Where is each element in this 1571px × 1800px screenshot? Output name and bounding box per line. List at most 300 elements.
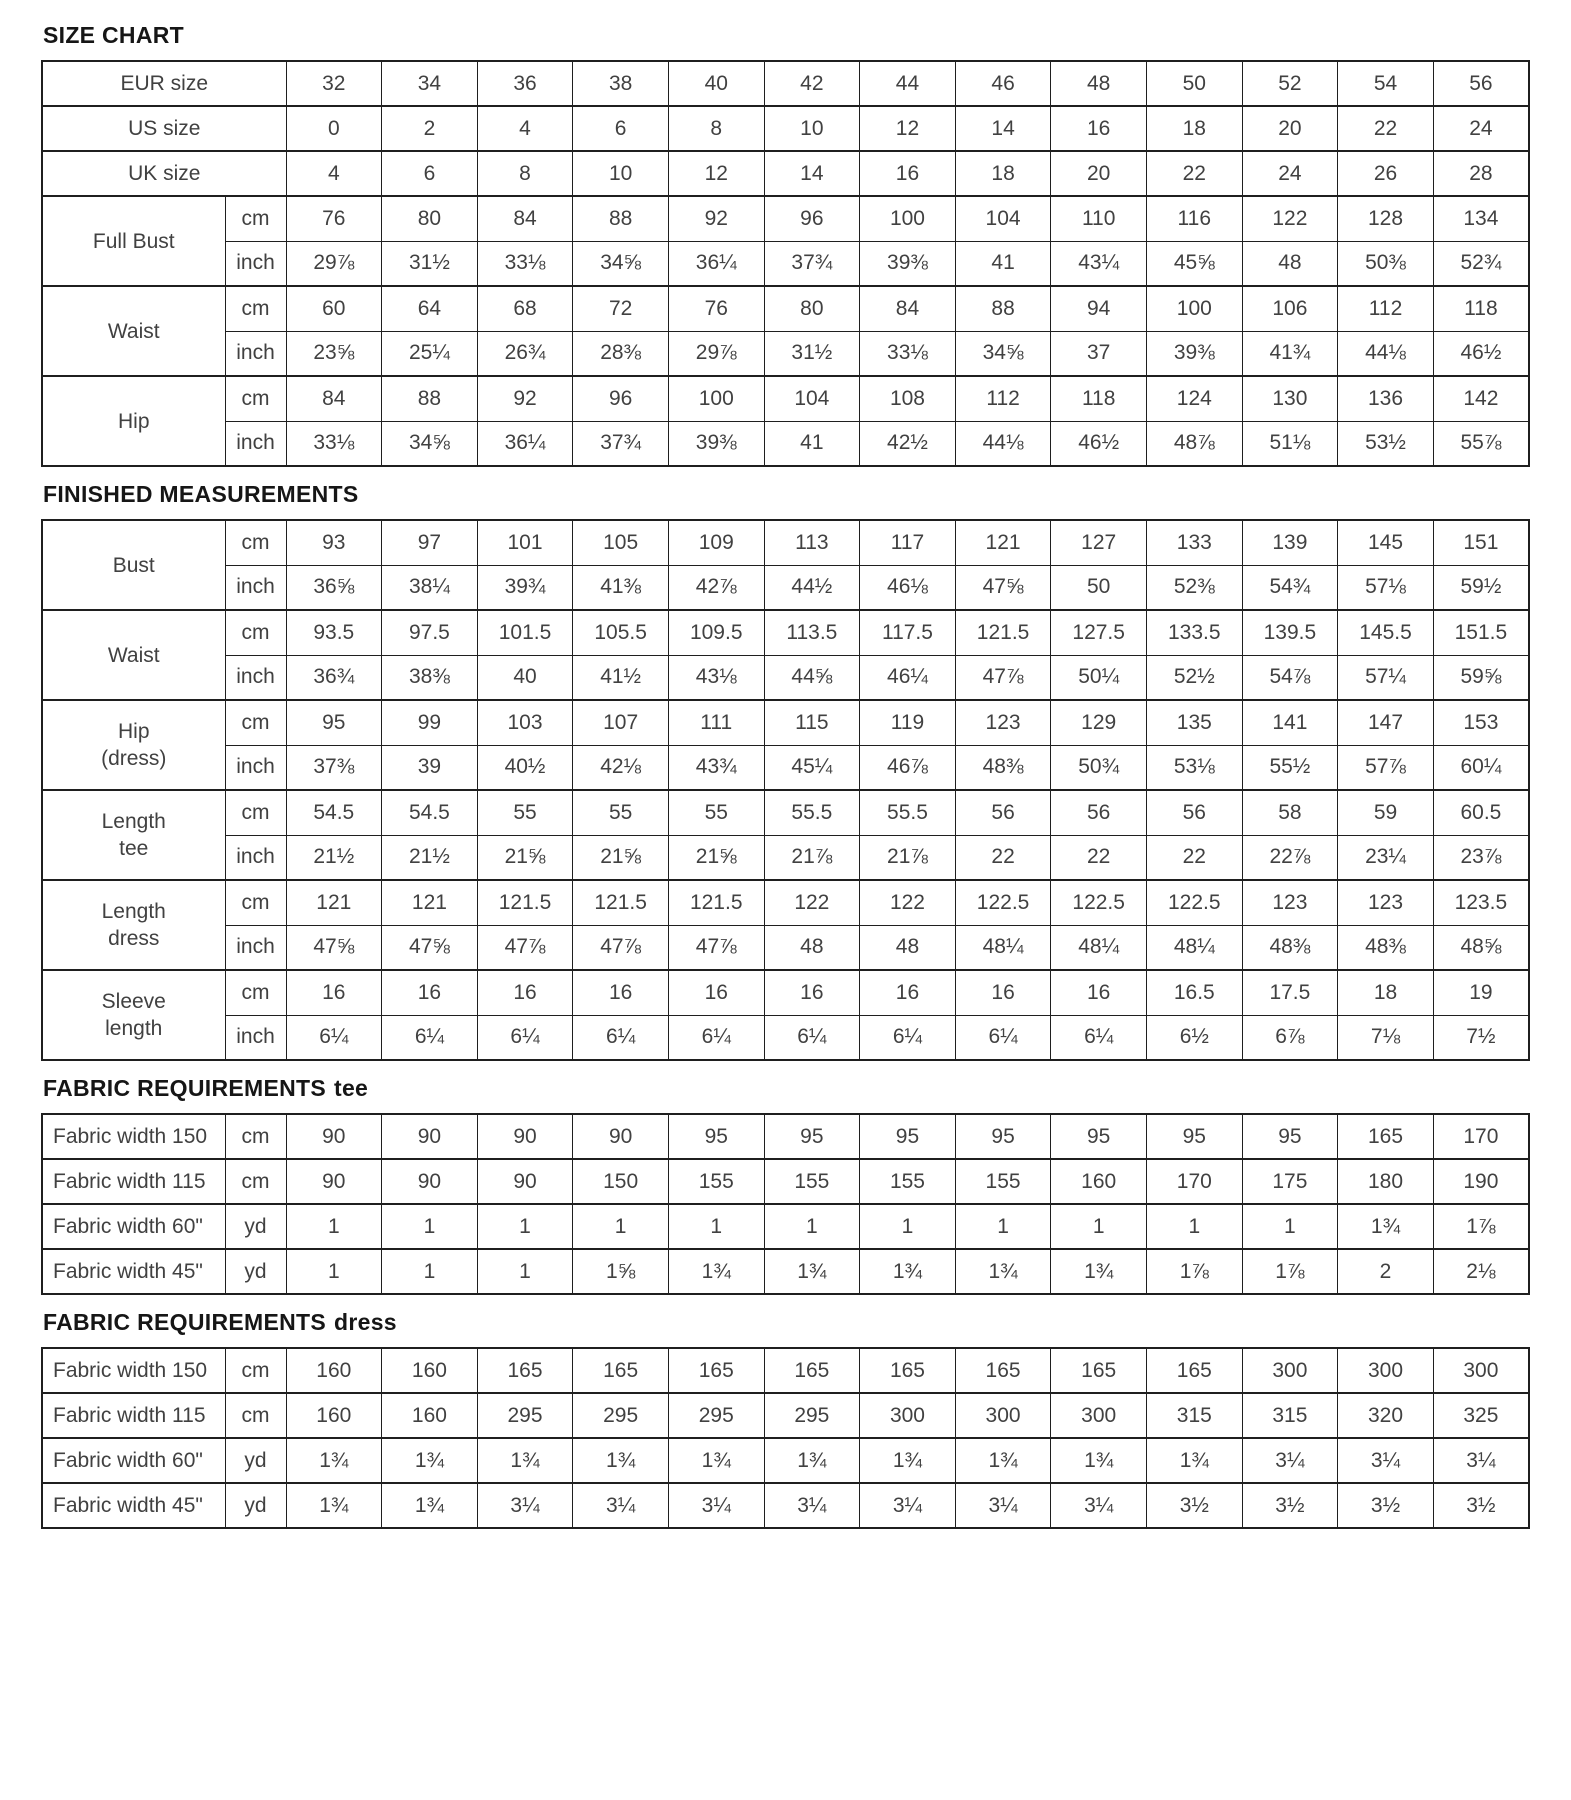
value-cell: 52¾ (1433, 241, 1529, 286)
row-label-line: Length (101, 810, 166, 833)
value-cell: 55 (573, 790, 669, 835)
row-label (42, 520, 225, 610)
value-cell: 42⅛ (573, 745, 669, 790)
value-cell: 300 (1242, 1348, 1338, 1393)
value-cell: 130 (1242, 376, 1338, 421)
value-cell: 2⅛ (1433, 1249, 1529, 1294)
value-cell: 58 (1242, 790, 1338, 835)
value-cell: 38⅜ (382, 655, 478, 700)
value-cell: 300 (860, 1393, 956, 1438)
value-cell: 160 (382, 1393, 478, 1438)
value-cell: 26 (1338, 151, 1434, 196)
value-cell: 1 (1051, 1204, 1147, 1249)
value-cell: 39⅜ (1146, 331, 1242, 376)
value-cell: 123 (955, 700, 1051, 745)
value-cell: 1⅝ (573, 1249, 669, 1294)
value-cell: 3½ (1146, 1483, 1242, 1528)
value-cell: 180 (1338, 1159, 1434, 1204)
value-cell: 165 (573, 1348, 669, 1393)
value-cell: 43¼ (1051, 241, 1147, 286)
value-cell: 111 (668, 700, 764, 745)
value-cell: 43¾ (668, 745, 764, 790)
row-label: Fabric width 60" (42, 1204, 225, 1249)
value-cell: 1¾ (1051, 1438, 1147, 1483)
value-cell: 165 (668, 1348, 764, 1393)
value-cell: 1¾ (860, 1249, 956, 1294)
value-cell: 54¾ (1242, 565, 1338, 610)
value-cell: 95 (955, 1114, 1051, 1159)
unit-label: cm (225, 1114, 286, 1159)
value-cell: 1¾ (955, 1249, 1051, 1294)
value-cell: 53½ (1338, 421, 1434, 466)
value-cell: 68 (477, 286, 573, 331)
value-cell: 20 (1051, 151, 1147, 196)
value-cell: 165 (955, 1348, 1051, 1393)
value-cell: 41⅜ (573, 565, 669, 610)
value-cell: 2 (1338, 1249, 1434, 1294)
value-cell: 97 (382, 520, 478, 565)
value-cell: 23¼ (1338, 835, 1434, 880)
value-cell: 38 (573, 61, 669, 106)
value-cell: 295 (668, 1393, 764, 1438)
value-cell: 6⅞ (1242, 1015, 1338, 1060)
value-cell: 300 (1338, 1348, 1434, 1393)
table-row (42, 61, 1529, 106)
value-cell: 139 (1242, 520, 1338, 565)
value-cell: 136 (1338, 376, 1434, 421)
value-cell: 36¼ (477, 421, 573, 466)
table-row (42, 106, 1529, 151)
value-cell: 23⅞ (1433, 835, 1529, 880)
value-cell: 34⅝ (955, 331, 1051, 376)
row-label (42, 970, 225, 1060)
size-chart-title-text: SIZE CHART (43, 22, 184, 48)
value-cell: 1¾ (860, 1438, 956, 1483)
row-label (42, 700, 225, 790)
value-cell: 6¼ (286, 1015, 382, 1060)
value-cell: 60 (286, 286, 382, 331)
value-cell: 48⅜ (1242, 925, 1338, 970)
value-cell: 1⅞ (1433, 1204, 1529, 1249)
value-cell: 16 (286, 970, 382, 1015)
value-cell: 109 (668, 520, 764, 565)
value-cell: 145.5 (1338, 610, 1434, 655)
table-row (42, 1114, 1529, 1159)
value-cell: 95 (860, 1114, 956, 1159)
value-cell: 55 (668, 790, 764, 835)
value-cell: 3¼ (573, 1483, 669, 1528)
section-finished-measurements (41, 481, 1530, 1061)
value-cell: 29⅞ (668, 331, 764, 376)
unit-label: yd (225, 1438, 286, 1483)
table-row (42, 1483, 1529, 1528)
value-cell: 92 (668, 196, 764, 241)
value-cell: 155 (764, 1159, 860, 1204)
value-cell: 300 (955, 1393, 1051, 1438)
unit-label: cm (225, 520, 286, 565)
value-cell: 60¼ (1433, 745, 1529, 790)
value-cell: 1⅞ (1242, 1249, 1338, 1294)
value-cell: 54 (1338, 61, 1434, 106)
finished-measurements-title (43, 481, 1530, 508)
value-cell: 134 (1433, 196, 1529, 241)
value-cell: 101 (477, 520, 573, 565)
value-cell: 41 (955, 241, 1051, 286)
value-cell: 29⅞ (286, 241, 382, 286)
unit-label: cm (225, 880, 286, 925)
value-cell: 133.5 (1146, 610, 1242, 655)
value-cell: 44⅛ (955, 421, 1051, 466)
value-cell: 1 (382, 1204, 478, 1249)
row-label (42, 196, 225, 286)
value-cell: 160 (1051, 1159, 1147, 1204)
value-cell: 1¾ (477, 1438, 573, 1483)
value-cell: 16.5 (1146, 970, 1242, 1015)
value-cell: 47⅞ (668, 925, 764, 970)
value-cell: 1 (573, 1204, 669, 1249)
value-cell: 6½ (1146, 1015, 1242, 1060)
value-cell: 10 (573, 151, 669, 196)
row-label: Fabric width 115 (42, 1393, 225, 1438)
size-chart-title (43, 22, 1530, 49)
value-cell: 1¾ (573, 1438, 669, 1483)
value-cell: 1¾ (286, 1483, 382, 1528)
value-cell: 117.5 (860, 610, 956, 655)
table-row (42, 1159, 1529, 1204)
value-cell: 54⅞ (1242, 655, 1338, 700)
value-cell: 129 (1051, 700, 1147, 745)
unit-label: yd (225, 1204, 286, 1249)
value-cell: 24 (1433, 106, 1529, 151)
value-cell: 88 (573, 196, 669, 241)
value-cell: 22 (1146, 835, 1242, 880)
value-cell: 121.5 (477, 880, 573, 925)
value-cell: 6 (382, 151, 478, 196)
value-cell: 103 (477, 700, 573, 745)
value-cell: 3½ (1242, 1483, 1338, 1528)
value-cell: 155 (668, 1159, 764, 1204)
value-cell: 38¼ (382, 565, 478, 610)
value-cell: 170 (1146, 1159, 1242, 1204)
value-cell: 18 (1146, 106, 1242, 151)
value-cell: 3¼ (1242, 1438, 1338, 1483)
value-cell: 165 (477, 1348, 573, 1393)
value-cell: 47⅞ (573, 925, 669, 970)
value-cell: 100 (860, 196, 956, 241)
value-cell: 21½ (382, 835, 478, 880)
fabric-requirements-dress-title (43, 1309, 1530, 1336)
value-cell: 54.5 (382, 790, 478, 835)
value-cell: 57⅞ (1338, 745, 1434, 790)
row-label-line: (dress) (101, 747, 167, 770)
value-cell: 16 (477, 970, 573, 1015)
value-cell: 88 (382, 376, 478, 421)
unit-label: inch (225, 925, 286, 970)
value-cell: 95 (764, 1114, 860, 1159)
value-cell: 122.5 (1051, 880, 1147, 925)
unit-label: yd (225, 1483, 286, 1528)
value-cell: 32 (286, 61, 382, 106)
value-cell: 1 (1242, 1204, 1338, 1249)
value-cell: 46½ (1051, 421, 1147, 466)
table-row (42, 196, 1529, 241)
value-cell: 16 (764, 970, 860, 1015)
value-cell: 1 (860, 1204, 956, 1249)
value-cell: 6¼ (860, 1015, 956, 1060)
value-cell: 112 (1338, 286, 1434, 331)
value-cell: 50¾ (1051, 745, 1147, 790)
value-cell: 295 (573, 1393, 669, 1438)
value-cell: 295 (477, 1393, 573, 1438)
value-cell: 6¼ (668, 1015, 764, 1060)
row-label-line: tee (119, 837, 149, 860)
value-cell: 121 (286, 880, 382, 925)
value-cell: 1¾ (668, 1438, 764, 1483)
unit-label: cm (225, 376, 286, 421)
value-cell: 55 (477, 790, 573, 835)
value-cell: 3¼ (477, 1483, 573, 1528)
value-cell: 26¾ (477, 331, 573, 376)
value-cell: 92 (477, 376, 573, 421)
value-cell: 1¾ (382, 1438, 478, 1483)
value-cell: 55.5 (764, 790, 860, 835)
value-cell: 95 (286, 700, 382, 745)
value-cell: 133 (1146, 520, 1242, 565)
value-cell: 122.5 (955, 880, 1051, 925)
value-cell: 12 (668, 151, 764, 196)
value-cell: 1 (1146, 1204, 1242, 1249)
value-cell: 39⅜ (668, 421, 764, 466)
unit-label: inch (225, 835, 286, 880)
value-cell: 1 (477, 1204, 573, 1249)
value-cell: 121.5 (668, 880, 764, 925)
value-cell: 104 (764, 376, 860, 421)
value-cell: 28 (1433, 151, 1529, 196)
row-label-line: Sleeve (101, 990, 166, 1013)
value-cell: 16 (1051, 106, 1147, 151)
table-row (42, 1249, 1529, 1294)
value-cell: 170 (1433, 1114, 1529, 1159)
value-cell: 96 (764, 196, 860, 241)
value-cell: 153 (1433, 700, 1529, 745)
value-cell: 52½ (1146, 655, 1242, 700)
fabric-requirements-dress-title-suffix: dress (334, 1309, 397, 1335)
value-cell: 90 (573, 1114, 669, 1159)
value-cell: 16 (860, 970, 956, 1015)
value-cell: 1 (668, 1204, 764, 1249)
value-cell: 7⅛ (1338, 1015, 1434, 1060)
value-cell: 95 (1242, 1114, 1338, 1159)
row-label-line: Hip (117, 720, 150, 743)
value-cell: 100 (1146, 286, 1242, 331)
value-cell: 80 (764, 286, 860, 331)
value-cell: 41½ (573, 655, 669, 700)
value-cell: 37¾ (764, 241, 860, 286)
table-body (42, 61, 1529, 466)
value-cell: 14 (955, 106, 1051, 151)
value-cell: 4 (286, 151, 382, 196)
value-cell: 295 (764, 1393, 860, 1438)
value-cell: 55½ (1242, 745, 1338, 790)
value-cell: 76 (286, 196, 382, 241)
unit-label: cm (225, 286, 286, 331)
value-cell: 10 (764, 106, 860, 151)
value-cell: 46⅞ (860, 745, 956, 790)
value-cell: 47⅝ (955, 565, 1051, 610)
value-cell: 43⅛ (668, 655, 764, 700)
value-cell: 14 (764, 151, 860, 196)
value-cell: 48 (1242, 241, 1338, 286)
value-cell: 48⅜ (1338, 925, 1434, 970)
table-row (42, 1015, 1529, 1060)
value-cell: 50 (1146, 61, 1242, 106)
unit-label: inch (225, 655, 286, 700)
value-cell: 150 (573, 1159, 669, 1204)
value-cell: 41¾ (1242, 331, 1338, 376)
value-cell: 45¼ (764, 745, 860, 790)
table-row (42, 565, 1529, 610)
value-cell: 46½ (1433, 331, 1529, 376)
finished-measurements-table (41, 519, 1530, 1061)
value-cell: 90 (286, 1114, 382, 1159)
value-cell: 48¼ (1051, 925, 1147, 970)
value-cell: 39⅜ (860, 241, 956, 286)
value-cell: 1¾ (1051, 1249, 1147, 1294)
fabric-requirements-dress-table (41, 1347, 1530, 1529)
value-cell: 40 (477, 655, 573, 700)
value-cell: 1¾ (764, 1438, 860, 1483)
fabric-requirements-dress-title-text: FABRIC REQUIREMENTS (43, 1309, 326, 1335)
value-cell: 113 (764, 520, 860, 565)
value-cell: 1¾ (764, 1249, 860, 1294)
value-cell: 80 (382, 196, 478, 241)
value-cell: 123 (1338, 880, 1434, 925)
table-row (42, 331, 1529, 376)
value-cell: 31½ (764, 331, 860, 376)
value-cell: 3¼ (860, 1483, 956, 1528)
value-cell: 165 (764, 1348, 860, 1393)
value-cell: 6¼ (382, 1015, 478, 1060)
value-cell: 165 (1051, 1348, 1147, 1393)
table-body (42, 1114, 1529, 1294)
value-cell: 2 (382, 106, 478, 151)
value-cell: 16 (1051, 970, 1147, 1015)
value-cell: 3¼ (1433, 1438, 1529, 1483)
unit-label: inch (225, 1015, 286, 1060)
value-cell: 1¾ (286, 1438, 382, 1483)
value-cell: 151.5 (1433, 610, 1529, 655)
value-cell: 97.5 (382, 610, 478, 655)
value-cell: 22 (955, 835, 1051, 880)
value-cell: 175 (1242, 1159, 1338, 1204)
value-cell: 44⅛ (1338, 331, 1434, 376)
value-cell: 48 (764, 925, 860, 970)
value-cell: 115 (764, 700, 860, 745)
unit-label: yd (225, 1249, 286, 1294)
value-cell: 1¾ (668, 1249, 764, 1294)
value-cell: 19 (1433, 970, 1529, 1015)
value-cell: 72 (573, 286, 669, 331)
row-label-line: Length (101, 900, 166, 923)
value-cell: 36 (477, 61, 573, 106)
value-cell: 119 (860, 700, 956, 745)
row-label-line: Hip (117, 409, 150, 433)
table-row (42, 286, 1529, 331)
table-row (42, 610, 1529, 655)
value-cell: 90 (477, 1114, 573, 1159)
value-cell: 44½ (764, 565, 860, 610)
value-cell: 56 (955, 790, 1051, 835)
value-cell: 18 (955, 151, 1051, 196)
value-cell: 100 (668, 376, 764, 421)
value-cell: 40 (668, 61, 764, 106)
value-cell: 128 (1338, 196, 1434, 241)
value-cell: 47⅝ (382, 925, 478, 970)
value-cell: 46⅛ (860, 565, 956, 610)
value-cell: 3¼ (1051, 1483, 1147, 1528)
value-cell: 1¾ (382, 1483, 478, 1528)
unit-label: inch (225, 745, 286, 790)
value-cell: 108 (860, 376, 956, 421)
value-cell: 139.5 (1242, 610, 1338, 655)
value-cell: 48 (860, 925, 956, 970)
value-cell: 39¾ (477, 565, 573, 610)
row-label (42, 610, 225, 700)
value-cell: 57⅛ (1338, 565, 1434, 610)
value-cell: 37¾ (573, 421, 669, 466)
value-cell: 122 (764, 880, 860, 925)
value-cell: 48⅞ (1146, 421, 1242, 466)
table-row (42, 655, 1529, 700)
row-label: EUR size (42, 61, 286, 106)
value-cell: 3¼ (668, 1483, 764, 1528)
value-cell: 1 (286, 1204, 382, 1249)
unit-label: inch (225, 565, 286, 610)
row-label (42, 880, 225, 970)
value-cell: 96 (573, 376, 669, 421)
value-cell: 151 (1433, 520, 1529, 565)
value-cell: 53⅛ (1146, 745, 1242, 790)
value-cell: 105 (573, 520, 669, 565)
value-cell: 109.5 (668, 610, 764, 655)
value-cell: 3¼ (764, 1483, 860, 1528)
row-label-line: Waist (107, 319, 160, 343)
row-label: Fabric width 150 (42, 1348, 225, 1393)
value-cell: 124 (1146, 376, 1242, 421)
value-cell: 6¼ (955, 1015, 1051, 1060)
value-cell: 21⅝ (668, 835, 764, 880)
value-cell: 42½ (860, 421, 956, 466)
value-cell: 106 (1242, 286, 1338, 331)
value-cell: 50⅜ (1338, 241, 1434, 286)
value-cell: 141 (1242, 700, 1338, 745)
value-cell: 59⅝ (1433, 655, 1529, 700)
value-cell: 34⅝ (382, 421, 478, 466)
value-cell: 40½ (477, 745, 573, 790)
value-cell: 190 (1433, 1159, 1529, 1204)
table-row (42, 241, 1529, 286)
value-cell: 33⅛ (477, 241, 573, 286)
value-cell: 52⅜ (1146, 565, 1242, 610)
value-cell: 16 (668, 970, 764, 1015)
value-cell: 52 (1242, 61, 1338, 106)
row-label: Fabric width 150 (42, 1114, 225, 1159)
value-cell: 95 (1146, 1114, 1242, 1159)
value-cell: 37 (1051, 331, 1147, 376)
row-label-line: Bust (112, 553, 155, 577)
value-cell: 56 (1146, 790, 1242, 835)
value-cell: 127.5 (1051, 610, 1147, 655)
